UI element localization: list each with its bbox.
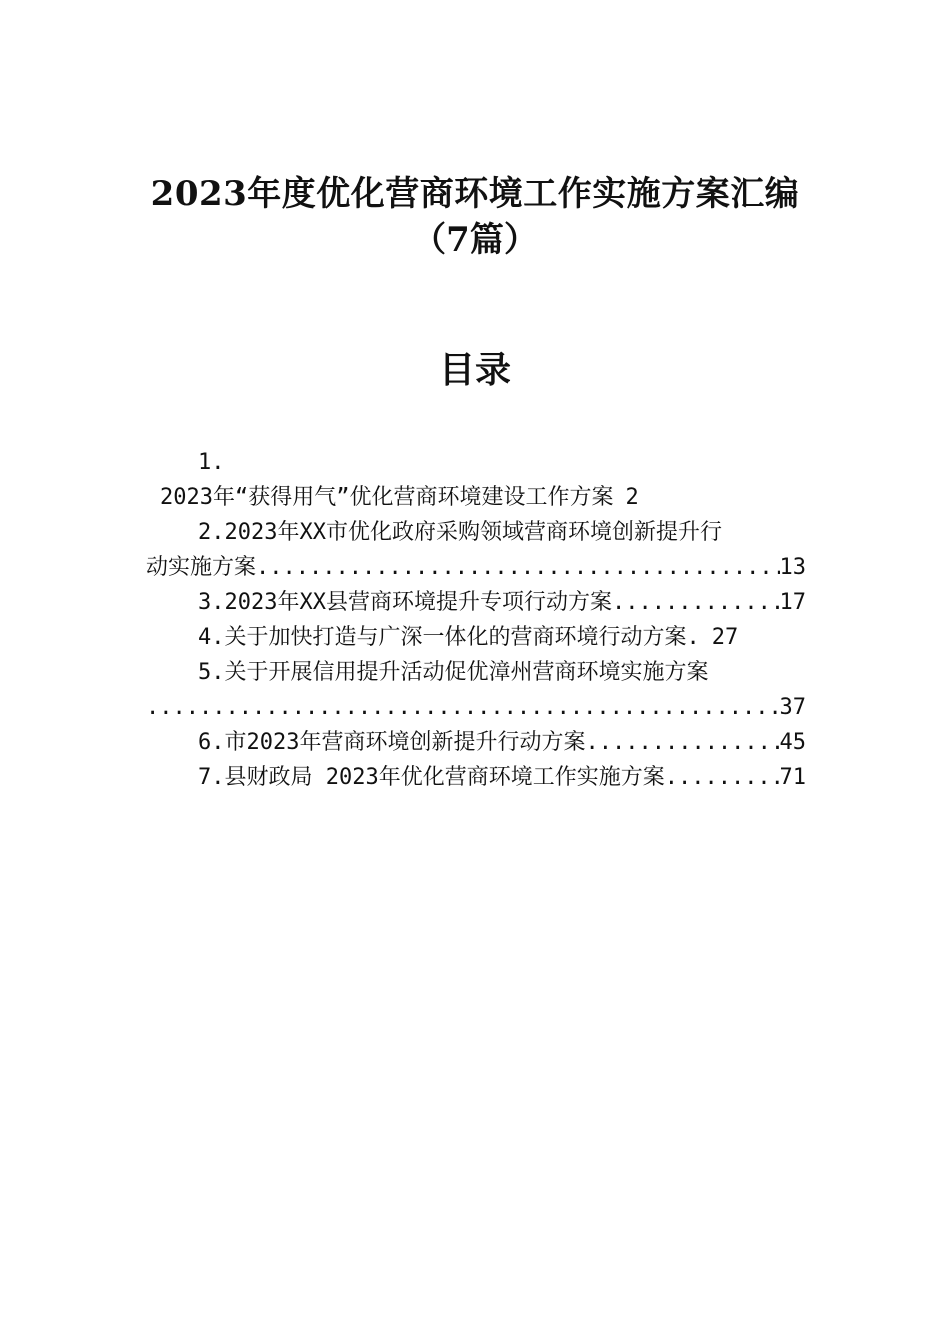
toc-item-4-text: 4.关于加快打造与广深一体化的营商环境行动方案.	[198, 625, 700, 650]
toc-item-5-text: 5.关于开展信用提升活动促优漳州营商环境实施方案	[198, 660, 709, 685]
document-title: 2023年度优化营商环境工作实施方案汇编	[150, 174, 800, 214]
toc-item-7-text: 7.县财政局 2023年优化营商环境工作实施方案	[198, 765, 665, 790]
toc-item-3-page: 17	[779, 590, 806, 615]
toc-item-7[interactable]	[146, 760, 806, 795]
toc-item-2-text-line-1: 2.2023年XX市优化政府采购领域营商环境创新提升行	[198, 520, 722, 545]
toc-item-4-page: 27	[711, 625, 739, 650]
toc-item-6-leader-dots	[585, 725, 779, 760]
document-subtitle: （7篇）	[412, 220, 538, 260]
toc-item-2-page: 13	[779, 555, 806, 580]
toc-item-1-number-line	[146, 445, 806, 480]
toc-item-1-text: 2023年“获得用气”优化营商环境建设工作方案	[160, 485, 614, 510]
toc-item-1-number: 1.	[198, 450, 225, 475]
toc-item-6-text: 6.市2023年营商环境创新提升行动方案	[198, 730, 586, 755]
toc-item-6-page: 45	[779, 730, 806, 755]
toc-item-6[interactable]	[146, 725, 806, 760]
toc-item-5-line-1[interactable]	[146, 655, 806, 690]
toc-item-3[interactable]	[146, 585, 806, 620]
toc-item-4[interactable]	[146, 620, 806, 655]
toc-heading: 目录	[438, 349, 511, 391]
toc-item-7-leader-dots	[665, 760, 780, 795]
table-of-contents	[146, 445, 806, 795]
toc-item-1-page: 2	[625, 485, 639, 510]
toc-item-2-line-1[interactable]	[146, 515, 806, 550]
toc-item-3-text: 3.2023年XX县营商环境提升专项行动方案	[198, 590, 612, 615]
toc-item-2-line-2[interactable]	[146, 550, 806, 585]
toc-item-5-page: 37	[779, 695, 806, 720]
toc-item-1[interactable]	[146, 480, 806, 515]
toc-item-5-leader-dots	[146, 690, 780, 725]
toc-item-5-line-2[interactable]	[146, 690, 806, 725]
toc-item-3-leader-dots	[612, 585, 780, 620]
toc-item-2-leader-dots	[256, 550, 779, 585]
toc-item-7-page: 71	[779, 765, 806, 790]
toc-item-2-text-line-2: 动实施方案	[146, 555, 257, 580]
